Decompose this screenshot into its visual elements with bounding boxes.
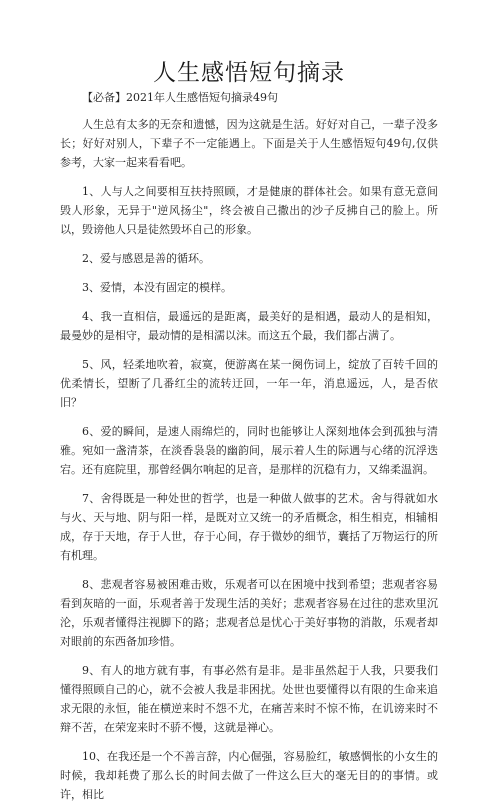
quote-item-2: 2、爱与感恩是善的循环。 — [82, 252, 210, 265]
document-heading: 【必备】2021年人生感悟短句摘录49句 — [82, 91, 278, 104]
quote-item-9: 9、有人的地方就有事，有事必然有是非。是非虽然起于人我，只要我们懂得照顾自己的心，就不会被人我是非困扰。处世也要懂得以有限的生命来追求无限的永恒，能在横逆来时不怨不尤，在痛苦来时不惊不怖，在讥谤来时不辩不苦，在荣宠来时不骄不慢，这就是禅心。 — [60, 664, 438, 734]
quote-item-5: 5、风，轻柔地吹着，寂寞，便游离在某一阕伤词上，绽放了百转千回的优柔情长，望断了几番红尘的流转迂回，一年一年，消息遥远，人，是否依旧？ — [60, 358, 438, 409]
quote-item-8: 8、悲观者容易被困难击败，乐观者可以在困境中找到希望；悲观者容易看到灰暗的一面，乐观者善于发现生活的美好；悲观者容易在过往的悲欢里沉沦，乐观者懂得注视脚下的路；悲观者总是忧心于美好事物的消散，乐观者却对眼前的东西备加珍惜。 — [60, 578, 438, 648]
quote-item-3: 3、爱情，本没有固定的模样。 — [82, 281, 232, 294]
intro-paragraph: 人生总有太多的无奈和遗憾，因为这就是生活。好好对自己，一辈子没多长；好好对别人，下辈子不一定能遇上。下面是关于人生感悟短句49句,仅供参考，大家一起来看看吧。 — [60, 118, 438, 169]
quote-item-4: 4、我一直相信，最遥远的是距离，最美好的是相遇，最动人的是相知，最曼妙的是相守，最动情的是相濡以沫。而这五个最，我们都占满了。 — [60, 310, 438, 342]
quote-item-7: 7、舍得既是一种处世的哲学，也是一种做人做事的艺术。舍与得就如水与火、天与地、阴与阳一样，是既对立又统一的矛盾概念，相生相克，相辅相成，存于天地，存于人世，存于心间，存于微妙的细节，囊括了万物运行的所有机理。 — [60, 492, 438, 562]
document-title: 人生感悟短句摘录 — [153, 60, 345, 86]
quote-item-10: 10、在我还是一个不善言辞，内心倔强，容易脸红，敏感惆怅的小女生的时候，我却耗费了那么长的时间去做了一件这么巨大的毫无目的的事情。或许，相比 — [60, 750, 438, 801]
quote-item-6: 6、爱的瞬间，是速人雨绵烂的，同时也能够让人深刻地体会到孤独与清雅。宛如一盏清茶，在淡香袅袅的幽韵间，展示着人生的际遇与心绪的沉浮迭宕。还有庭院里，那曾经偶尔响起的足音，是那样的沉稳有力，又绵柔温润。 — [60, 425, 438, 476]
document-body — [60, 115, 438, 804]
quote-item-1: 1、人与人之间要相互扶持照顾，才是健康的群体社会。如果有意无意间毁人形象，无异于"逆风扬尘"，终会被自己撒出的沙子反拂自己的脸上。所以，毁谤他人只是徒然毁坏自己的形象。 — [60, 185, 438, 236]
